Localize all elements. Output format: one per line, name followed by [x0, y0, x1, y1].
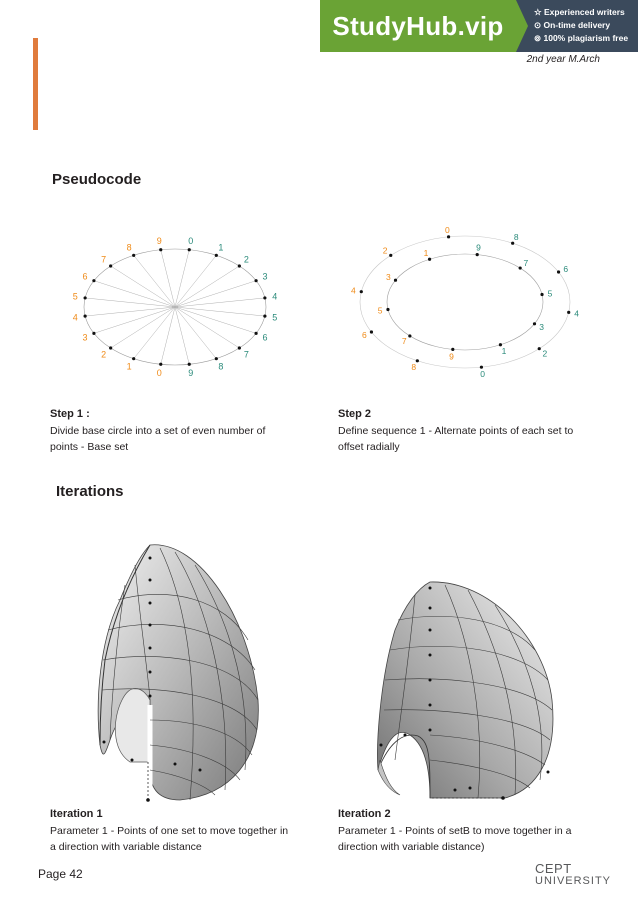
- point-label: 8: [126, 242, 132, 253]
- header-subtitle: 2nd year M.Arch: [526, 54, 600, 65]
- point-label: 4: [72, 312, 78, 323]
- point-label: 8: [411, 362, 417, 373]
- feature-delivery: ⊙ On-time delivery: [534, 20, 611, 30]
- step2-title: Step 2: [338, 408, 372, 420]
- point-label: 6: [563, 263, 569, 274]
- point-label: 3: [386, 272, 391, 283]
- point-label: 1: [501, 346, 507, 357]
- point-label: 7: [401, 335, 407, 346]
- point-label: 5: [272, 312, 278, 323]
- point-label: 5: [547, 288, 553, 299]
- point-label: 7: [101, 254, 107, 265]
- point-label: 5: [72, 291, 78, 302]
- point-label: 8: [218, 361, 224, 372]
- iteration2-title: Iteration 2: [338, 808, 391, 820]
- point-label: 4: [574, 308, 579, 319]
- point-label: 2: [382, 245, 388, 256]
- point-label: 9: [476, 242, 481, 253]
- point-label: 7: [523, 258, 529, 269]
- point-label: 6: [262, 332, 268, 343]
- point-label: 9: [188, 368, 194, 379]
- page-number: Page 42: [38, 867, 83, 881]
- point-label: 1: [423, 247, 429, 258]
- point-label: 2: [243, 254, 249, 265]
- section-title-iterations: Iterations: [56, 483, 124, 500]
- point-label: 1: [218, 242, 224, 253]
- step1-title: Step 1 :: [50, 408, 90, 420]
- point-label: 8: [513, 231, 519, 242]
- point-label: 6: [361, 330, 367, 341]
- iteration2-body: Parameter 1 - Points of setB to move together in a direction with variable distance): [338, 825, 572, 853]
- point-label: 0: [480, 369, 486, 380]
- point-label: 2: [101, 349, 107, 360]
- step1-body: Divide base circle into a set of even number of points - Base set: [50, 425, 266, 453]
- logo-line1: CEPT: [535, 861, 572, 876]
- point-label: 0: [444, 224, 450, 235]
- iteration1-title: Iteration 1: [50, 808, 103, 820]
- iteration1-body: Parameter 1 - Points of one set to move together in a direction with variable distance: [50, 825, 289, 853]
- point-label: 2: [542, 348, 548, 359]
- point-label: 6: [82, 271, 88, 282]
- point-label: 5: [377, 305, 383, 316]
- brand-name: StudyHub.vip: [332, 10, 504, 41]
- point-label: 0: [188, 235, 194, 246]
- point-label: 4: [351, 285, 356, 296]
- point-label: 1: [126, 361, 132, 372]
- section-title-pseudocode: Pseudocode: [52, 171, 142, 188]
- point-label: 3: [262, 271, 268, 282]
- step2-body: Define sequence 1 - Alternate points of each set to offset radially: [338, 425, 574, 453]
- point-label: 4: [272, 291, 278, 302]
- point-label: 9: [449, 351, 454, 362]
- point-label: 3: [82, 332, 88, 343]
- point-label: 3: [539, 321, 544, 332]
- cept-university-logo: [535, 863, 611, 887]
- point-label: 9: [156, 235, 162, 246]
- point-label: 7: [243, 349, 249, 360]
- feature-plagiarism: ⊚ 100% plagiarism free: [534, 33, 629, 43]
- logo-line2: UNIVERSITY: [535, 875, 612, 887]
- feature-writers: ☆ Experienced writers: [534, 7, 625, 17]
- point-label: 0: [156, 368, 162, 379]
